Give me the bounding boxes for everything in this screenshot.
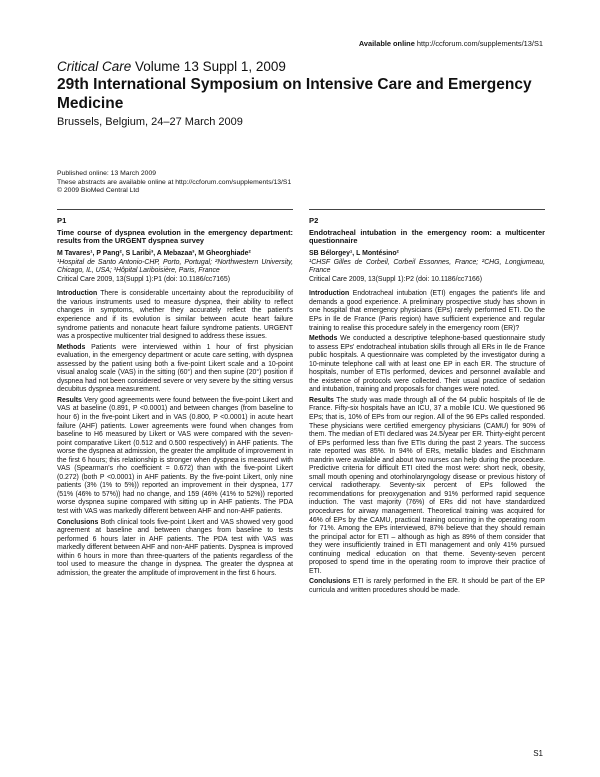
abstract-id: P1 — [57, 216, 67, 225]
abstracts-line: These abstracts are available online at http://ccforum.com/supplements/13/S1 — [57, 178, 292, 186]
journal-line — [57, 59, 286, 74]
published-line: Published online: 13 March 2009 — [57, 170, 156, 177]
section-introduction: Introduction There is considerable uncertainty about the reproducibility of the various instruments used to measure dyspnea, their ability to reflect changes in symptoms, whether they accurately reflect the patient's experience and if its evolution is similar between acute heart failure syndrome patients and nonacute heart failure syndrome patients. URGENT was a prospective multicenter trial designed to address these issues. — [57, 290, 293, 341]
section-conclusions: Conclusions Both clinical tools five-point Likert and VAS showed very good agreement at baseline and between changes from baseline to tests performed 6 hours later in AHF patients. The PDA test with VAS was markedly different between AHF and non-AHF patients. Dyspnea is improved within 6 hours in more than three-quarters of the patients regardless of the tool used to measure the change in dyspnea. The greater the dyspnea at admission, the greater the amplitude of improvement in the first 6 hours. — [57, 518, 293, 577]
available-url[interactable]: http://ccforum.com/supplements/13/S1 — [416, 39, 543, 48]
location-date: Brussels, Belgium, 24–27 March 2009 — [57, 116, 243, 128]
abstract-affiliations: ¹CHSF Gilles de Corbeil, Corbeil Essonnes, France; ²CHG, Longjumeau, France — [309, 258, 545, 275]
section-results: Results The study was made through all of the 64 public hospitals of Ile de France. Fifty-six hospitals have an ICU, 37 a mobile ICU. We questioned 96 EPs; that is, 10% of EPs from our region. All of the 96 EPs called responded. These physicians were certified emergency physicians (CAMU) for 90% of them. The median of ETI declared was 24.5/year per ER. Thirty-eight percent of EPs performed less than five ETIs during the past 2 years. The success rate reported was 85%. In 94% of ERs, metallic blades and Eischmann mandrin were available and about two nurses can help during the procedure. Predictive criteria for difficult ETI cited the most were: short neck, obesity, small mouth opening and otorhinolaryngology disease or previous history of cervical radiotherapy. Seventy-six percent of EPs followed the recommendations for preoxygenation and 91% performed rapid sequence induction. The vast majority (76%) of ERs did not have standardized procedures for airway management. Theoretical training was acquired for 46% of EPs by the CAMU, practical training occurring in the operating room for 71%. Among the EPs interviewed, 87% believe that they should remain the principal actor for ETI – although as high as 89% of them consider that they were insufficiently trained in ETI management and only 41% pursued continuing medical education on that theme. Seventy-seven percent proposed to spend time in the operating room to improve their practice of ETI. — [309, 396, 545, 575]
symposium-title: 29th International Symposium on Intensive Care and Emergency Medicine — [57, 76, 532, 112]
page-number: S1 — [533, 749, 543, 758]
abstract-p1 — [57, 217, 293, 580]
abstract-id: P2 — [309, 216, 319, 225]
abstract-authors: SB Bélorgey¹, L Montésino² — [309, 250, 399, 258]
section-introduction: Introduction Endotracheal intubation (ETI) engages the patient's life and demands a good experience. A preliminary prospective study has shown in one hospital that emergency physicians (EPs) rarely performed ETI. Do the EPs in Ile de France (Paris region) have sufficient experience and regular training to realise this procedure safely in the emergency room (ER)? — [309, 290, 545, 332]
column-rule-left — [57, 209, 293, 210]
abstract-authors: M Tavares¹, P Pang², S Laribi³, A Mebazaa³, M Gheorghiade² — [57, 250, 251, 258]
journal-volume: Volume 13 Suppl 1, 2009 — [135, 59, 286, 74]
section-methods: Methods Patients were interviewed within 1 hour of first physician evaluation, in the emergency department or acute care setting, with dyspnea assessed by the patient using both a five-point Likert scale and a 10-point visual analog scale (VAS) in the sitting (60°) and then supine (20°) position if dyspnea had not been considered severe or very severe by the sitting versus decubitus dyspnea measurement. — [57, 343, 293, 394]
abstract-title: Time course of dyspnea evolution in the emergency department: results from the URGENT dyspnea survey — [57, 227, 293, 246]
section-methods: Methods We conducted a descriptive telephone-based questionnaire study to assess EPs' endotracheal intubation skills through all ERs in Ile de France public hospitals. A questionnaire was completed by the investigator during a 10-minute telephone call with at least one EP in each ER. The structure of hospitals, number of ETIs performed, devices and personnel available and the existence of protocols were collected. Their usual practice of sedation and intubation, training and proposals for changes were noted. — [309, 335, 546, 394]
copyright-line: © 2009 BioMed Central Ltd — [57, 187, 140, 195]
availability-line — [359, 39, 543, 48]
abstract-affiliations: ¹Hospital de Santo Antonio-CHP, Porto, Portugal; ²Northwestern University, Chicago, IL, USA; ³Hôpital Lariboisière, Paris, France — [57, 258, 293, 275]
available-label: Available online — [358, 39, 415, 48]
section-conclusions: Conclusions ETI is rarely performed in the ER. It should be part of the EP curricula and written procedures should be made. — [309, 578, 545, 594]
column-rule-right — [309, 209, 545, 210]
publication-info — [57, 170, 291, 196]
abstract-citation: Critical Care 2009, 13(Suppl 1):P1 (doi: 10.1186/cc7165) — [57, 275, 231, 283]
abstract-citation: Critical Care 2009, 13(Suppl 1):P2 (doi: 10.1186/cc7166) — [309, 275, 483, 283]
journal-name: Critical Care — [57, 59, 132, 74]
abstract-title: Endotracheal intubation in the emergency room: a multicenter questionnaire — [309, 227, 545, 246]
section-results: Results Very good agreements were found between the five-point Likert and VAS at baseline (0.891, P <0.0001) and between changes (from baseline to hour 6) in the five-point Likert and in VAS (0.800, P <0.0001) in acute heart failure (AHF) patients. Lower agreements were found when changes from baseline to H6 measured by Likert or VAS were compared with the seven-point comparative Likert (0.512 and 0.500 respectively) in AHF patients. The worse the dyspnea at admission, the greater the amplitude of improvement in the first 6 hours; this relationship is stronger when dyspnea is measured with VAS (Spearman's rho coefficient = 0.672) than with the five-point Likert (0.272) (both P <0.0001) in AHF patients. By the five-point Likert, only nine patients (3% (1% to 5%)) reported an improvement in their dyspnea, 177 (51% (46% to 57%)) had no change, and 159 (46% (41% to 52%)) reported worse dyspnea supine compared with sitting up in AHF patients. The PDA test with VAS was markedly different between AHF and non-AHF patients. — [57, 396, 293, 515]
abstract-p2 — [309, 217, 545, 597]
